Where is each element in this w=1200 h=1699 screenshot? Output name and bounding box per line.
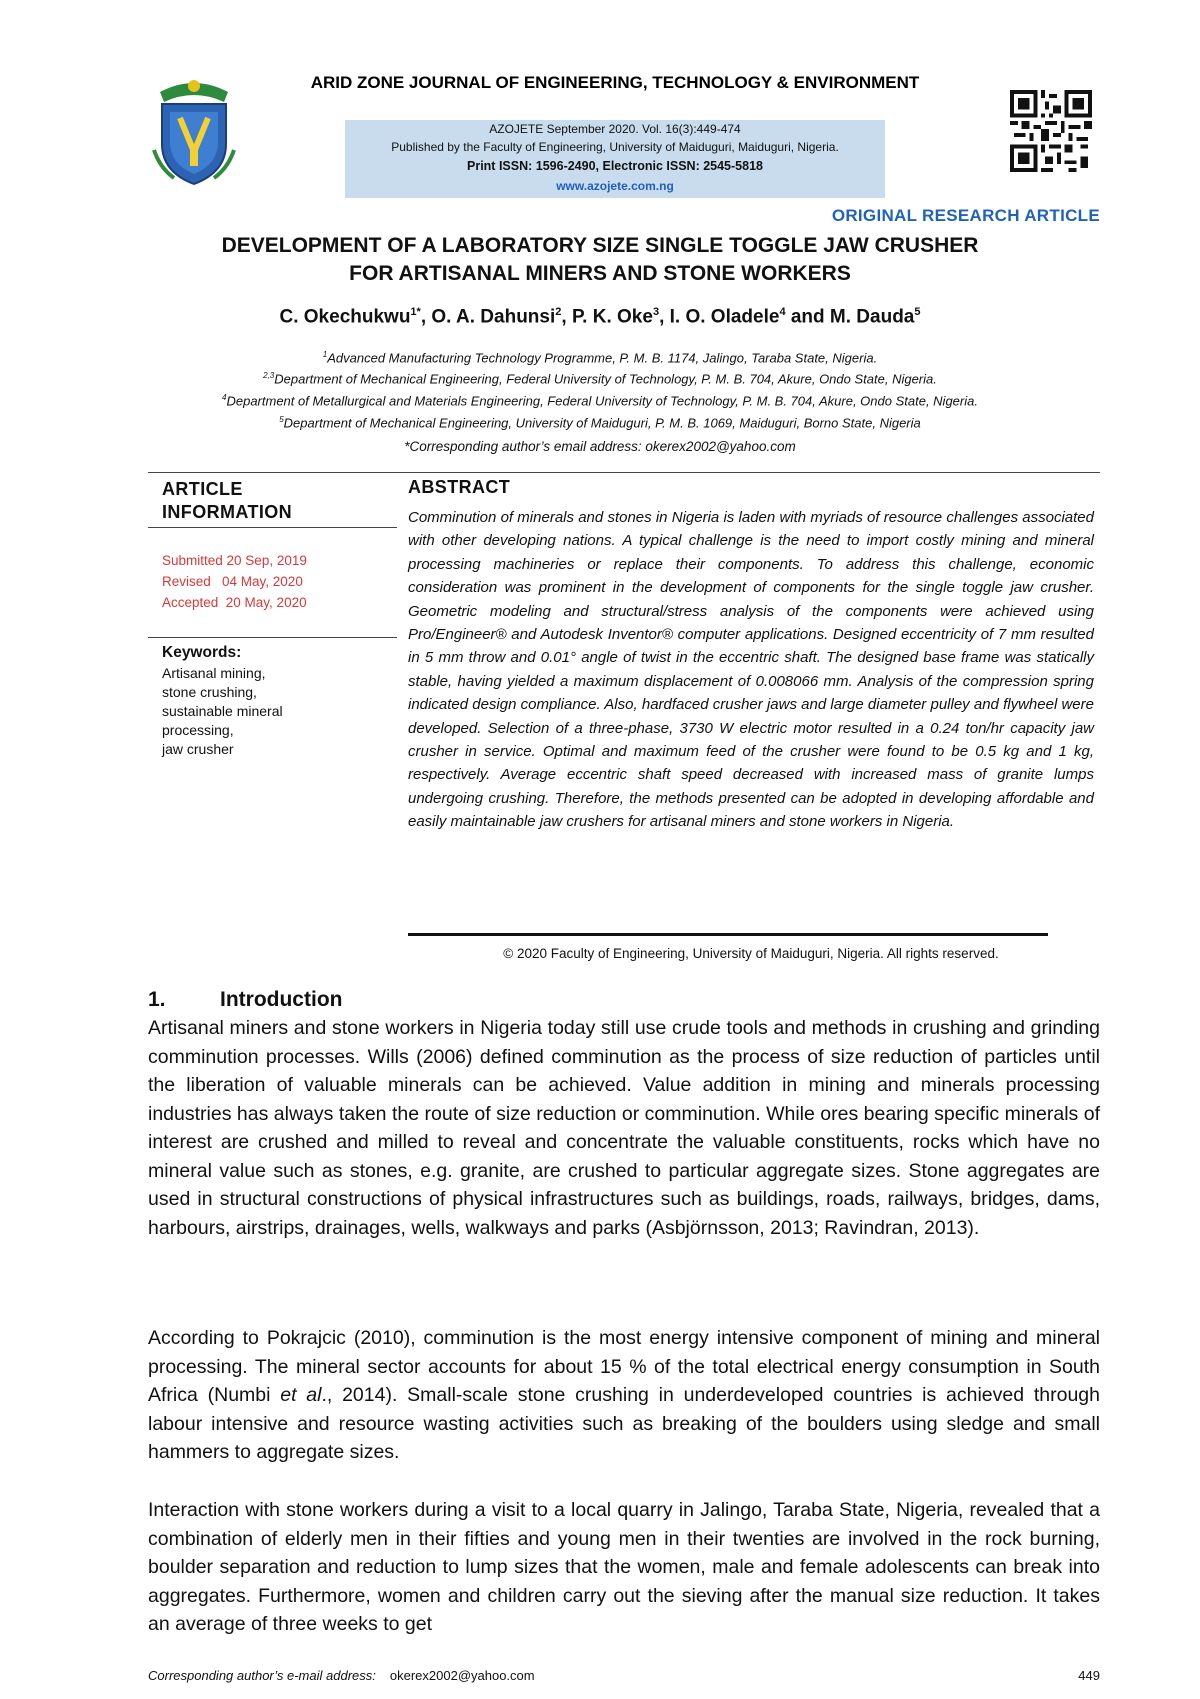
revised-date: Revised 04 May, 2020 (162, 574, 303, 589)
journal-website-link[interactable]: www.azojete.com.ng (556, 179, 674, 193)
affiliation-marker: 2,3 (263, 371, 275, 380)
author-list: C. Okechukwu$^{1*}$, O. A. Dahunsi$^2$, P. K. Oke$^3$, I. O. Oladele$^4$ and M. Dauda$^5$ (279, 306, 921, 328)
paper-title-line: FOR ARTISANAL MINERS AND STONE WORKERS (349, 262, 851, 285)
university-crest-logo (150, 72, 238, 190)
affiliation-marker: 4 (222, 393, 227, 402)
affiliation (140, 411, 1060, 432)
body-paragraph: Interaction with stone workers during a visit to a local quarry in Jalingo, Taraba State, Nigeria, revealed that a combination of elderly men in their fifties and young men in their twenties are involved in the rock burning, boulder separation and reduction to lump sizes that the women, male and female adolescents can break into aggregates. Furthermore, women and children carry out the sieving after the manual size reduction. It takes an average of three weeks to get (148, 1499, 1100, 1635)
body-paragraph: Artisanal miners and stone workers in Nigeria today still use crude tools and methods in crushing and grinding comminution processes. Wills (2006) defined comminution as the process of size reduction of particles until the liberation of valuable minerals can be achieved. Value addition in mining and minerals processing industries has always taken the route of size reduction or comminution. While ores bearing specific minerals of interest are crushed and milled to reveal and concentrate the valuable constituents, rocks which have no mineral value such as stones, e.g. granite, are crushed to particular aggregate sizes. Stone aggregates are used in structural constructions of physical infrastructures such as buildings, roads, railways, bridges, dams, harbours, airstrips, drainages, wells, walkways and parks (Asbjörnsson, 2013; Ravindran, 2013). (148, 1017, 1100, 1239)
journal-info-band (345, 120, 885, 198)
keyword: stone crushing, (162, 684, 257, 700)
qr-code (1010, 90, 1092, 172)
affiliation-marker: 1 (322, 350, 328, 359)
corresponding-author-email: *Corresponding author’s email address: okerex2002@yahoo.com (404, 439, 796, 454)
journal-title: ARID ZONE JOURNAL OF ENGINEERING, TECHNOLOGY & ENVIRONMENT (310, 73, 920, 92)
author-name: P. K. Oke (571, 306, 653, 328)
keyword: jaw crusher (162, 741, 234, 757)
journal-citation: AZOJETE September 2020. Vol. 16(3):449-474 (489, 122, 741, 136)
abstract-text: Comminution of minerals and stones in Nigeria is laden with myriads of resource challenges associated with other developing nations. A typical challenge is the need to import costly mining and mineral processing machineries or replace their components. To address this challenge, economic consideration was prominent in the development of components for the single toggle jaw crusher. Geometric modeling and structural/stress analysis of the components were achieved using Pro/Engineer® and Autodesk Inventor® computer applications. Designed eccentricity of 7 mm resulted in 5 mm throw and 0.01° angle of twist in the eccentric shaft. The designed base frame was statically stable, having yielded a maximum displacement of 0.008066 mm. Analysis of the compression spring indicated design compliance. Also, hardfaced crusher jaws and large diameter pulley and flywheel were developed. Selection of a three-phase, 3730 W electric motor resulted in a 0.24 ton/hr capacity jaw crusher in service. Optimal and maximum feed of the crusher were found to be 0.5 kg and 1 kg, respectively. Average eccentric shaft speed decreased with increased mass of granite lumps undergoing crushing. Therefore, the methods presented can be adopted in developing affordable and easily maintainable jaw crushers for artisanal miners and stone workers in Nigeria. (408, 509, 1094, 831)
accepted-date: Accepted 20 May, 2020 (162, 595, 307, 610)
article-info-heading-line: INFORMATION (162, 502, 293, 522)
author-affil-marker: 3 (652, 306, 660, 318)
affiliation-text: Department of Mechanical Engineering, Federal University of Technology, P. M. B. 704, Akure, Ondo State, Nigeria. (274, 371, 937, 387)
author-name: M. Dauda (829, 306, 915, 328)
affiliation-marker: 5 (279, 415, 284, 424)
paragraph-text: ., 2014). Small-scale stone crushing in underdeveloped countries is achieved through labour intensive and resource wasting activities such as breaking of the boulders using sledge and small hammers to aggregate sizes. (148, 1384, 1100, 1463)
paragraph-text: According to Pokrajcic (2010), comminution is the most energy intensive component of mining and mineral processing. The mineral sector accounts for about 15 % of the total electrical energy consumption in South Africa (Numbi (148, 1327, 1100, 1406)
author-name: I. O. Oladele (669, 306, 780, 328)
section-heading (148, 988, 342, 1012)
keyword: sustainable mineral (162, 703, 283, 719)
page-number: 449 (1078, 1668, 1100, 1683)
article-dates (162, 550, 307, 613)
affiliation-text: Department of Mechanical Engineering, University of Maiduguri, P. M. B. 1069, Maiduguri, Borno State, Nigeria (283, 415, 921, 431)
article-info-heading (162, 478, 292, 524)
keyword: Artisanal mining, (162, 665, 266, 681)
abstract-heading: ABSTRACT (408, 477, 511, 497)
author-affil-marker: 5 (914, 306, 921, 318)
submitted-date: Submitted 20 Sep, 2019 (162, 553, 307, 568)
paper-title (140, 232, 1060, 288)
author-affil-marker: 1* (410, 306, 421, 318)
divider (148, 472, 1100, 473)
author-name: O. A. Dahunsi (431, 306, 556, 328)
keywords-list (162, 664, 283, 759)
body-paragraph (148, 1324, 1100, 1467)
keywords-heading: Keywords: (162, 644, 242, 661)
divider (148, 637, 397, 638)
divider (148, 527, 397, 528)
footer-email: okerex2002@yahoo.com (389, 1668, 535, 1683)
section-title: Introduction (220, 988, 343, 1011)
page-footer (148, 1668, 535, 1683)
affiliation-text: Advanced Manufacturing Technology Programme, P. M. B. 1174, Jalingo, Taraba State, Nigeria. (327, 350, 878, 366)
citation-etal: et al (280, 1384, 322, 1406)
affiliation (140, 346, 1060, 367)
affiliation (140, 389, 1060, 410)
divider (408, 933, 1048, 936)
affiliation-text: Department of Metallurgical and Materials Engineering, Federal University of Technology, P. M. B. 704, Akure, Ondo State, Nigeria. (226, 393, 978, 409)
keyword: processing, (162, 722, 234, 738)
journal-publisher: Published by the Faculty of Engineering, University of Maiduguri, Maiduguri, Nigeria. (391, 140, 839, 154)
journal-issn: Print ISSN: 1596-2490, Electronic ISSN: 2545-5818 (467, 159, 763, 173)
affiliation (140, 367, 1060, 388)
article-info-heading-line: ARTICLE (162, 479, 243, 499)
author-affil-marker: 2 (555, 306, 562, 318)
article-type-label: ORIGINAL RESEARCH ARTICLE (831, 206, 1100, 225)
author-name: C. Okechukwu (279, 306, 411, 328)
paper-title-line: DEVELOPMENT OF A LABORATORY SIZE SINGLE TOGGLE JAW CRUSHER (221, 234, 979, 257)
author-affil-marker: 4 (779, 306, 786, 318)
copyright-notice: © 2020 Faculty of Engineering, University of Maiduguri, Nigeria. All rights reserved. (503, 946, 999, 961)
footer-label: Corresponding author’s e-mail address: (148, 1668, 376, 1683)
section-number: 1. (148, 988, 166, 1011)
